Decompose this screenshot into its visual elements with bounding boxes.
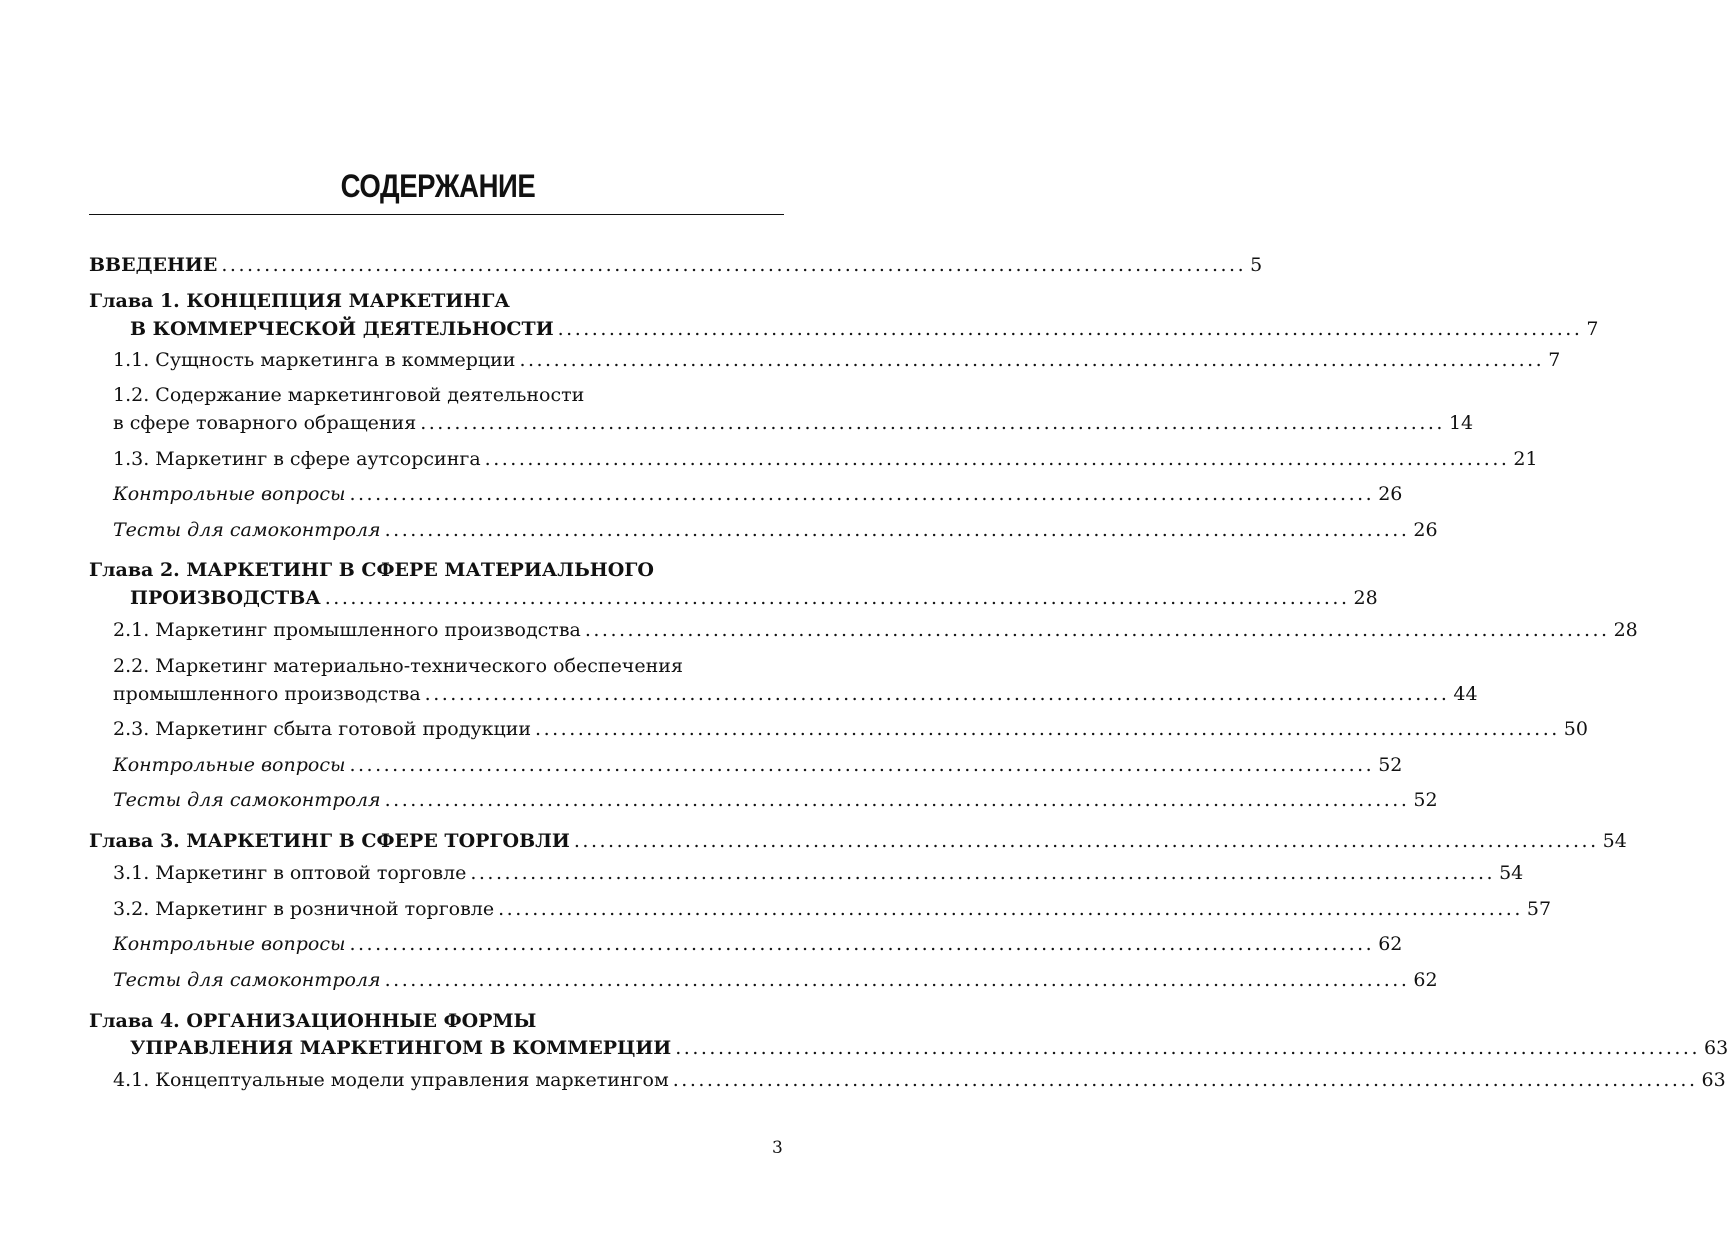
toc-entry-title: 2.3. Маркетинг сбыта готовой продукции — [113, 718, 532, 740]
toc-entry-title: промышленного производства — [113, 683, 421, 705]
dot-leader: ........................................................................................................................ — [349, 933, 1375, 955]
dot-leader: ........................................................................................................................ — [324, 587, 1350, 609]
toc-entry-title: 4.1. Концептуальные модели управления маркетингом — [113, 1069, 669, 1091]
toc-chapter-2[interactable] — [130, 586, 1378, 610]
toc-page-number: 14 — [1448, 412, 1474, 434]
dot-leader: ........................................................................................................................ — [573, 830, 1599, 852]
toc-entry-title: ВВЕДЕНИЕ — [89, 254, 218, 276]
toc-page-number: 54 — [1602, 830, 1627, 852]
dot-leader: ........................................................................................................................ — [672, 1069, 1698, 1091]
toc-section-2-2[interactable] — [113, 682, 1478, 706]
toc-page-number: 63 — [1701, 1069, 1726, 1091]
toc-entry-title: 3.2. Маркетинг в розничной торговле — [113, 898, 495, 920]
toc-entry-title: УПРАВЛЕНИЯ МАРКЕТИНГОМ В КОММЕРЦИИ — [130, 1037, 672, 1059]
dot-leader: ........................................................................................................................ — [584, 619, 1610, 641]
toc-questions-3[interactable] — [113, 932, 1403, 956]
toc-entry-title: 1.1. Сущность маркетинга в коммерции — [113, 349, 516, 371]
toc-page-number: 5 — [1250, 254, 1263, 276]
toc-entry-title: Тесты для самоконтроля — [113, 519, 381, 541]
toc-tests-1[interactable] — [113, 518, 1438, 542]
toc-tests-2[interactable] — [113, 788, 1438, 812]
toc-questions-1[interactable] — [113, 482, 1403, 506]
dot-leader: ........................................................................................................................ — [420, 412, 1445, 434]
toc-section-1-1[interactable] — [113, 348, 1561, 372]
toc-page-number: 7 — [1586, 318, 1599, 340]
dot-leader: ........................................................................................................................ — [557, 318, 1583, 340]
toc-chapter-3[interactable] — [89, 829, 1627, 853]
title-rule — [89, 214, 784, 215]
toc-page-number: 54 — [1499, 862, 1524, 884]
toc-chapter-2-heading[interactable]: Глава 2. МАРКЕТИНГ В СФЕРЕ МАТЕРИАЛЬНОГО — [89, 559, 654, 581]
dot-leader: ........................................................................................................................ — [384, 969, 1410, 991]
toc-page-number: 63 — [1704, 1037, 1728, 1059]
toc-page-number: 28 — [1613, 619, 1638, 641]
toc-section-3-2[interactable] — [113, 897, 1552, 921]
toc-entry-title: ПРОИЗВОДСТВА — [130, 587, 321, 609]
toc-chapter-4-heading[interactable]: Глава 4. ОРГАНИЗАЦИОННЫЕ ФОРМЫ — [89, 1010, 537, 1032]
page-number: 3 — [772, 1138, 783, 1158]
toc-tests-3[interactable] — [113, 968, 1438, 992]
toc-page-number: 62 — [1378, 933, 1403, 955]
dot-leader: ........................................................................................................................ — [498, 898, 1523, 920]
toc-page-number: 50 — [1563, 718, 1588, 740]
toc-entry-title: 2.1. Маркетинг промышленного производства — [113, 619, 581, 641]
toc-page-number: 62 — [1413, 969, 1438, 991]
toc-entry-title: Контрольные вопросы — [113, 933, 346, 955]
toc-page-number: 21 — [1513, 448, 1538, 470]
toc-section-3-1[interactable] — [113, 861, 1524, 885]
toc-page-number: 26 — [1378, 483, 1403, 505]
toc-page-number: 52 — [1378, 754, 1403, 776]
toc-chapter-1-heading[interactable]: Глава 1. КОНЦЕПЦИЯ МАРКЕТИНГА — [89, 290, 510, 312]
toc-entry-title: В КОММЕРЧЕСКОЙ ДЕЯТЕЛЬНОСТИ — [130, 318, 554, 340]
toc-section-2-2-heading[interactable]: 2.2. Маркетинг материально-технического обеспечения — [113, 655, 683, 677]
dot-leader: ........................................................................................................................ — [221, 254, 1247, 276]
toc-entry-title: Контрольные вопросы — [113, 754, 346, 776]
toc-section-1-2-heading[interactable]: 1.2. Содержание маркетинговой деятельности — [113, 384, 585, 406]
toc-page-number: 57 — [1526, 898, 1552, 920]
toc-entry-title: в сфере товарного обращения — [113, 412, 417, 434]
toc-entry-intro[interactable] — [89, 253, 1263, 277]
dot-leader: ........................................................................................................................ — [384, 519, 1410, 541]
toc-questions-2[interactable] — [113, 753, 1403, 777]
toc-page-number: 26 — [1413, 519, 1438, 541]
dot-leader: ........................................................................................................................ — [519, 349, 1545, 371]
toc-entry-title: Глава 3. МАРКЕТИНГ В СФЕРЕ ТОРГОВЛИ — [89, 830, 570, 852]
dot-leader: ........................................................................................................................ — [484, 448, 1510, 470]
toc-page-number: 28 — [1353, 587, 1378, 609]
toc-section-2-1[interactable] — [113, 618, 1638, 642]
toc-chapter-1[interactable] — [130, 317, 1599, 341]
dot-leader: ........................................................................................................................ — [384, 789, 1410, 811]
toc-page-number: 52 — [1413, 789, 1438, 811]
dot-leader: ........................................................................................................................ — [349, 483, 1375, 505]
toc-section-4-1[interactable] — [113, 1068, 1726, 1092]
toc-section-1-2[interactable] — [113, 411, 1474, 435]
dot-leader: ........................................................................................................................ — [675, 1037, 1701, 1059]
toc-section-2-3[interactable] — [113, 717, 1588, 741]
toc-entry-title: Тесты для самоконтроля — [113, 789, 381, 811]
toc-entry-title: 3.1. Маркетинг в оптовой торговле — [113, 862, 467, 884]
page-title: СОДЕРЖАНИЕ — [340, 168, 536, 204]
toc-section-1-3[interactable] — [113, 447, 1538, 471]
toc-entry-title: Тесты для самоконтроля — [113, 969, 381, 991]
toc-entry-title: Контрольные вопросы — [113, 483, 346, 505]
toc-page-number: 7 — [1548, 349, 1561, 371]
dot-leader: ........................................................................................................................ — [535, 718, 1560, 740]
dot-leader: ........................................................................................................................ — [349, 754, 1375, 776]
toc-chapter-4[interactable] — [130, 1036, 1728, 1060]
toc-entry-title: 1.3. Маркетинг в сфере аутсорсинга — [113, 448, 481, 470]
dot-leader: ........................................................................................................................ — [470, 862, 1496, 884]
toc-page-number: 44 — [1453, 683, 1478, 705]
dot-leader: ........................................................................................................................ — [424, 683, 1450, 705]
